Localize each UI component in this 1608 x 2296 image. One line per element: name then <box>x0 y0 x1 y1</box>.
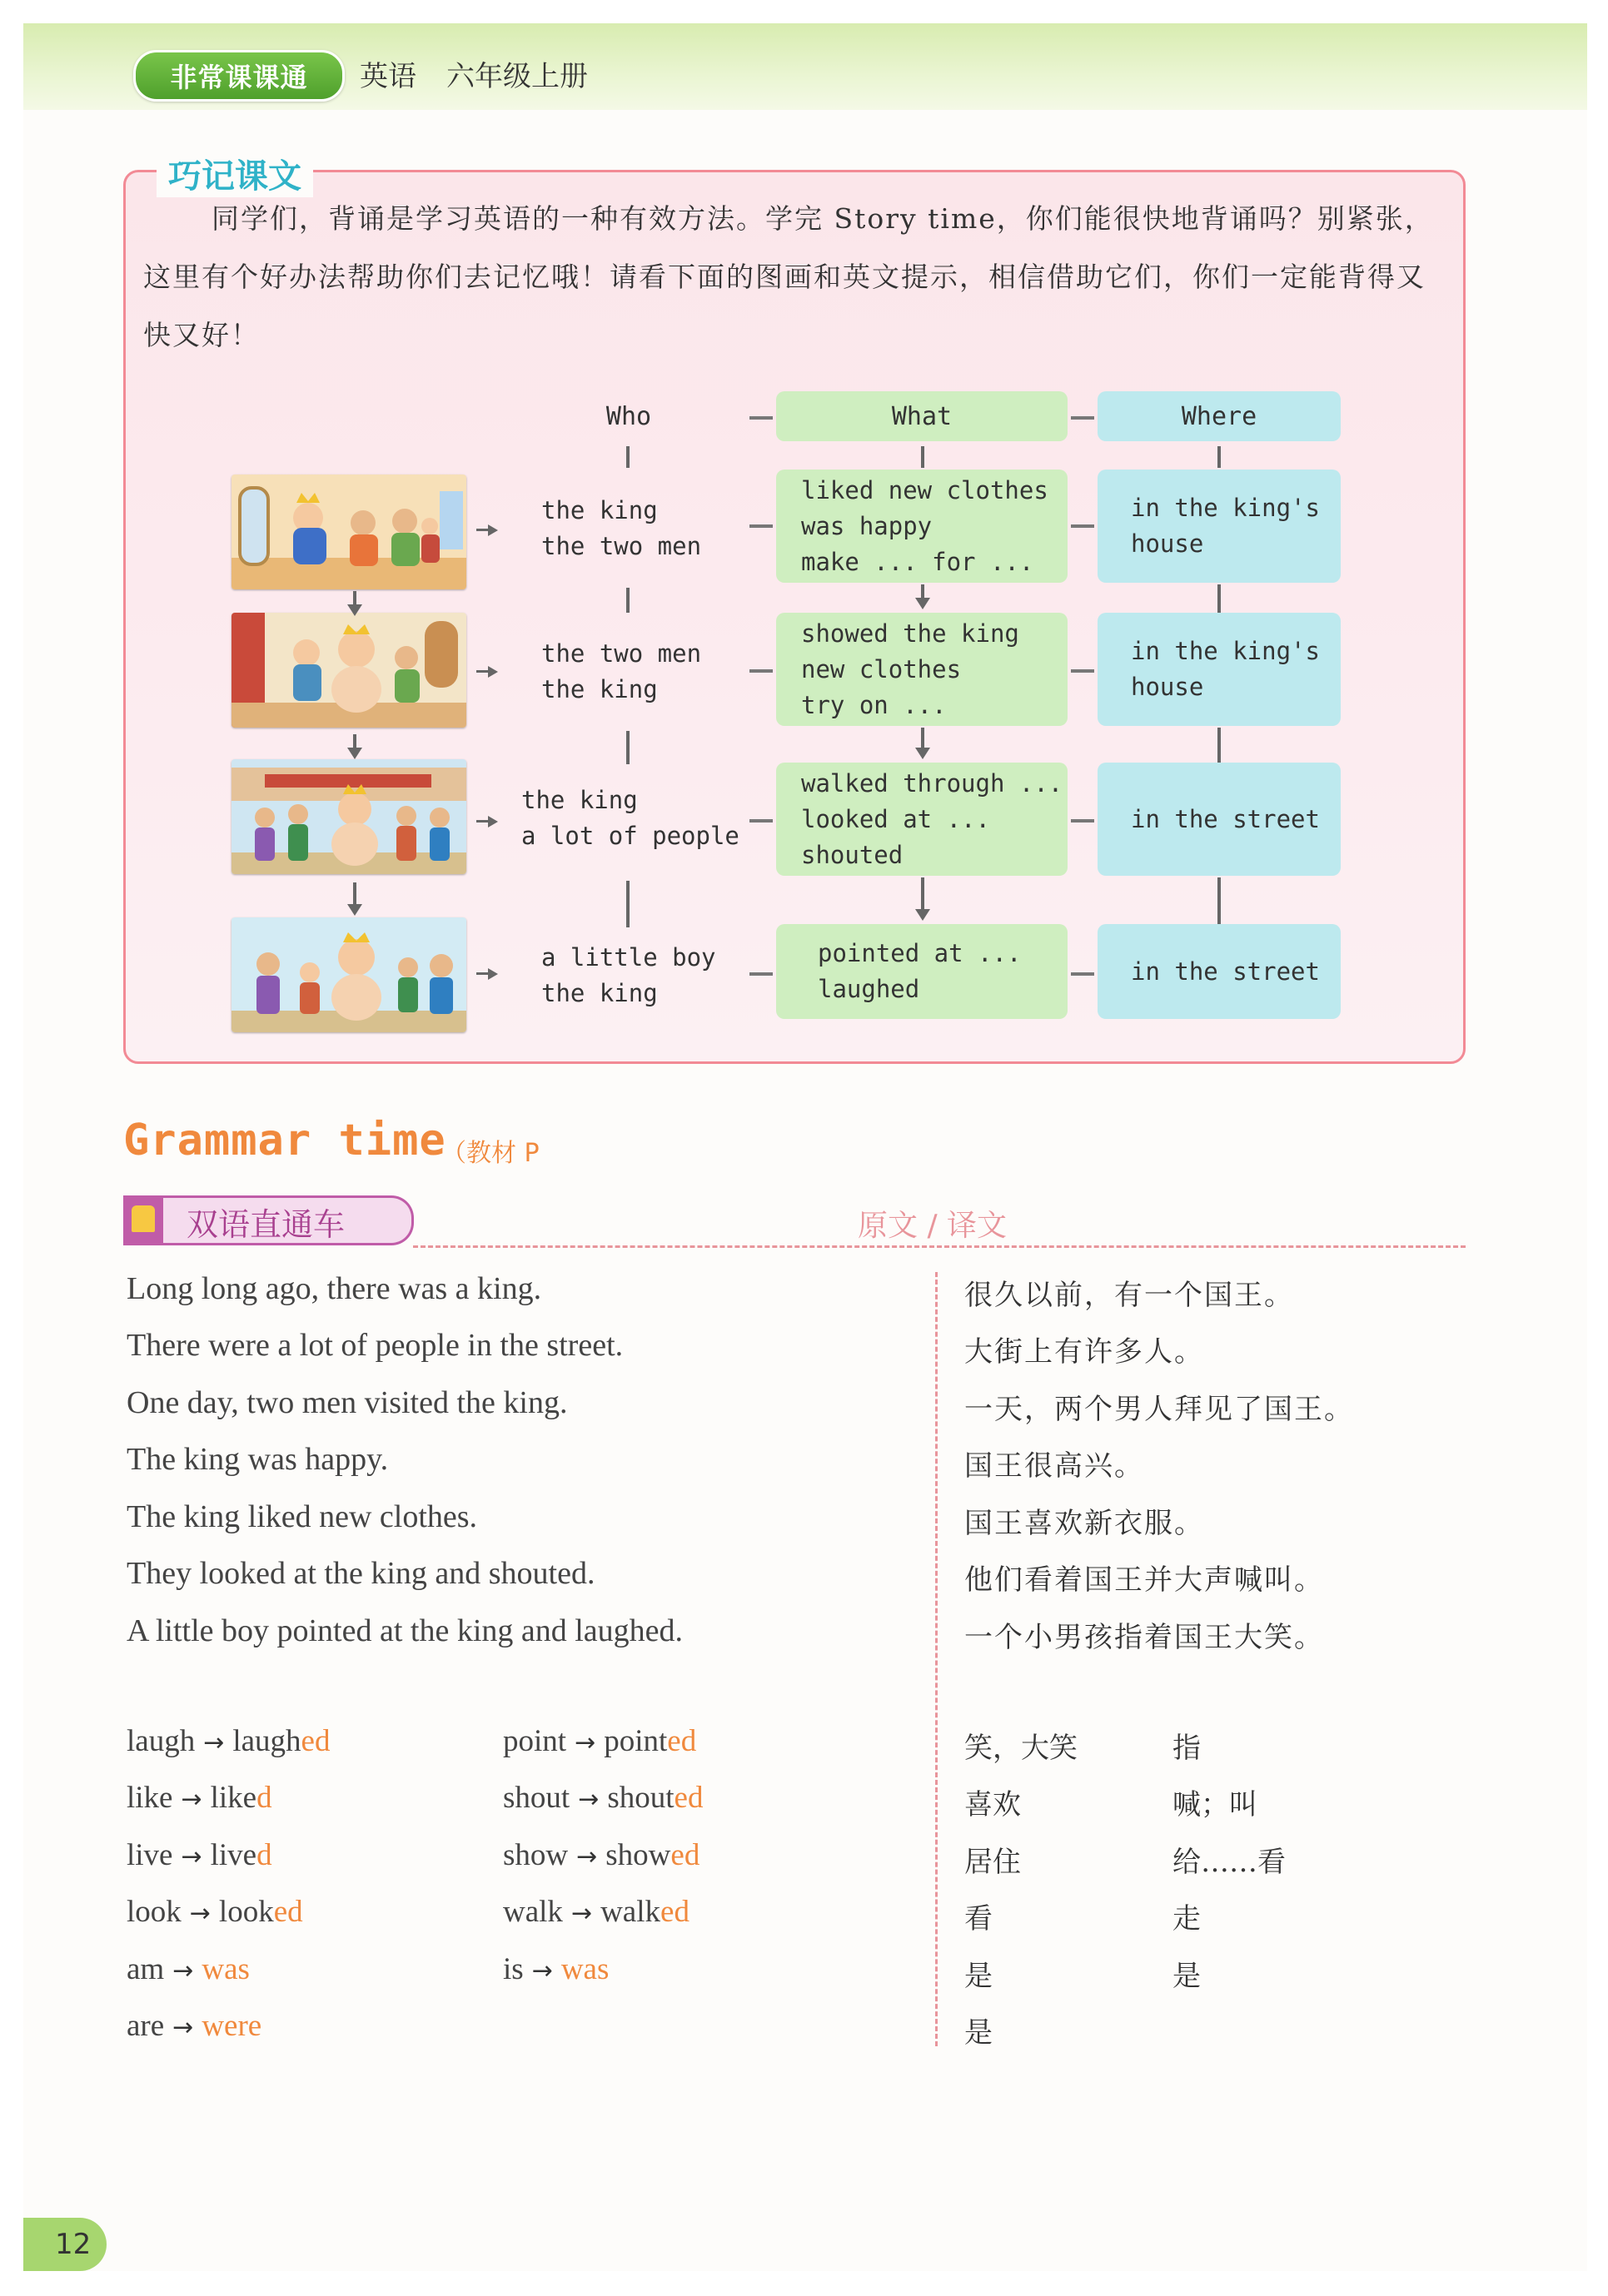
chinese-translation: 一个小男孩指着国王大笑。 <box>964 1621 1324 1654</box>
verb-base: walk <box>503 1895 563 1929</box>
verb-stem: look <box>218 1895 274 1929</box>
what-cell-3 <box>776 763 1068 876</box>
arrow-right-icon <box>488 968 498 980</box>
verb-base: point <box>503 1724 567 1758</box>
verb-base: live <box>127 1838 173 1872</box>
verb-base: look <box>127 1895 182 1929</box>
what-text: showed the king <box>801 619 1019 648</box>
verb-suffix: ed <box>301 1724 331 1758</box>
who-text: the two men <box>541 639 702 668</box>
arrow <box>476 670 488 673</box>
connector <box>1217 728 1221 763</box>
who-cell-4 <box>541 934 758 1017</box>
verb-stem: walk <box>600 1895 661 1929</box>
verb-translation: 给……看 <box>1172 1846 1286 1879</box>
what-text: make ... for ... <box>801 547 1034 576</box>
where-text: in the street <box>1131 804 1320 833</box>
connector <box>1071 524 1094 528</box>
arrow <box>476 529 488 531</box>
who-text: the king <box>541 496 658 524</box>
subject-label: 英语 <box>360 60 416 93</box>
arrow-right-icon: → <box>181 1842 202 1871</box>
who-cell-2 <box>541 626 758 718</box>
verb-base: am <box>127 1952 165 1986</box>
arrow-right-icon: → <box>576 1842 598 1871</box>
verb-translation: 看 <box>964 1902 993 1936</box>
verb-base: shout <box>503 1781 570 1815</box>
series-badge <box>133 50 345 102</box>
chinese-translation: 大街上有许多人。 <box>964 1335 1204 1369</box>
what-cell-2 <box>776 613 1068 726</box>
verb-pair <box>503 1780 703 1816</box>
english-sentence: The king was happy. <box>127 1442 389 1477</box>
column-header-what: What <box>776 391 1068 441</box>
chinese-translation: 国王很高兴。 <box>964 1449 1144 1483</box>
series-name: 非常课课通 <box>170 62 308 93</box>
english-sentence: There were a lot of people in the street. <box>127 1328 624 1363</box>
textbook-reference: （教材 P <box>441 1139 540 1168</box>
story-picture-2 <box>231 613 466 728</box>
what-text: pointed at ... <box>818 939 1022 967</box>
who-text: a little boy <box>541 943 716 972</box>
arrow-right-icon: → <box>189 1899 211 1928</box>
story-picture-1 <box>231 475 466 589</box>
verb-translation: 走 <box>1172 1902 1201 1936</box>
english-sentence: Long long ago, there was a king. <box>127 1271 542 1306</box>
verb-translation: 是 <box>964 1960 993 1993</box>
arrow-right-icon: → <box>172 1956 194 1985</box>
connector <box>1217 584 1221 613</box>
verb-stem: point <box>604 1724 668 1758</box>
who-text: the king <box>541 979 658 1007</box>
verb-suffix: was <box>202 1952 250 1986</box>
verb-translation: 居住 <box>964 1846 1021 1879</box>
verb-suffix: ed <box>273 1895 303 1929</box>
verb-stem: shout <box>607 1781 675 1815</box>
verb-suffix: ed <box>670 1838 700 1872</box>
what-text: liked new clothes <box>801 475 1048 504</box>
connector <box>921 446 924 468</box>
what-text: try on ... <box>801 690 947 719</box>
arrow-right-icon: → <box>172 2013 194 2042</box>
connector <box>1217 446 1221 468</box>
connector <box>749 669 773 673</box>
connector <box>1071 819 1094 822</box>
verb-pair <box>127 1723 330 1759</box>
what-text: shouted <box>801 840 904 869</box>
arrow-right-icon <box>488 666 498 678</box>
what-text: new clothes <box>801 654 962 683</box>
verb-translation: 喜欢 <box>964 1788 1021 1821</box>
chinese-translation: 很久以前，有一个国王。 <box>964 1279 1294 1312</box>
verb-base: like <box>127 1781 173 1815</box>
verb-base: show <box>503 1838 569 1872</box>
who-text: the king <box>541 675 658 703</box>
verb-base: laugh <box>127 1724 196 1758</box>
what-text: looked at ... <box>801 804 990 833</box>
connector <box>1071 972 1094 976</box>
verb-translation: 指 <box>1172 1732 1201 1765</box>
arrow-down-icon <box>347 604 362 616</box>
train-icon <box>123 1195 163 1243</box>
where-cell-3 <box>1098 763 1341 876</box>
arrow-down-icon <box>915 748 930 759</box>
what-text: was happy <box>801 511 933 540</box>
verb-stem: like <box>210 1781 257 1815</box>
english-sentence: They looked at the king and shouted. <box>127 1556 595 1591</box>
verb-pair <box>503 1894 689 1930</box>
where-cell-4 <box>1098 924 1341 1019</box>
where-text: house <box>1131 673 1204 701</box>
connector <box>749 972 773 976</box>
connector <box>1071 669 1094 673</box>
verb-pair <box>503 1951 609 1987</box>
who-text: a lot of people <box>521 822 739 850</box>
column-divider <box>935 1272 938 2046</box>
arrow-right-icon: → <box>203 1728 225 1757</box>
arrow-right-icon: → <box>181 1785 202 1814</box>
arrow-down-icon <box>347 904 362 916</box>
arrow-right-icon: → <box>531 1956 553 1985</box>
chinese-translation: 他们看着国王并大声喊叫。 <box>964 1563 1324 1597</box>
verb-suffix: d <box>256 1838 272 1872</box>
story-picture-3 <box>231 759 466 874</box>
grammar-title: Grammar time <box>123 1116 446 1165</box>
verb-suffix: d <box>256 1781 272 1815</box>
verb-translation: 是 <box>1172 1960 1201 1993</box>
divider <box>413 1245 1466 1248</box>
who-cell-1 <box>541 483 758 574</box>
connector <box>353 882 356 906</box>
verb-suffix: ed <box>674 1781 704 1815</box>
arrow-right-icon: → <box>575 1728 596 1757</box>
who-text: the two men <box>541 532 702 560</box>
who-text: the king <box>521 786 638 814</box>
verb-stem: show <box>605 1838 671 1872</box>
original-translation-label: 原文 / 译文 <box>858 1209 1008 1243</box>
arrow-down-icon <box>347 748 362 759</box>
connector <box>626 446 630 468</box>
verb-pair <box>127 1951 250 1987</box>
connector <box>921 877 924 911</box>
what-text: laughed <box>818 975 920 1003</box>
where-text: in the king's <box>1131 637 1320 665</box>
column-header-where: Where <box>1098 391 1341 441</box>
connector <box>1217 877 1221 924</box>
what-cell-4 <box>776 924 1068 1019</box>
verb-pair <box>503 1837 699 1873</box>
chinese-translation: 一天，两个男人拜见了国王。 <box>964 1393 1354 1426</box>
column-header-who: Who <box>605 401 652 431</box>
story-picture-4 <box>231 917 466 1032</box>
english-sentence: One day, two men visited the king. <box>127 1385 568 1420</box>
where-cell-1 <box>1098 470 1341 583</box>
who-cell-3 <box>521 773 763 864</box>
connector <box>921 728 924 749</box>
english-sentence: The king liked new clothes. <box>127 1499 478 1534</box>
verb-pair <box>127 1837 272 1873</box>
connector <box>626 881 630 927</box>
english-sentence: A little boy pointed at the king and laughed. <box>127 1613 684 1648</box>
verb-translation: 喊；叫 <box>1172 1788 1257 1821</box>
arrow-right-icon: → <box>578 1785 600 1814</box>
recite-intro: 同学们，背诵是学习英语的一种有效方法。学完 Story time，你们能很快地背诵吗？别紧张，这里有个好办法帮助你们去记忆哦！请看下面的图画和英文提示，相信借助它们，你们一定能背得又快又好！ <box>143 202 1434 351</box>
connector <box>749 819 773 822</box>
connector <box>749 524 773 528</box>
bilingual-label: 双语直通车 <box>187 1206 346 1243</box>
arrow-down-icon <box>915 598 930 609</box>
where-text: in the king's <box>1131 494 1320 522</box>
verb-base: is <box>503 1952 524 1986</box>
arrow <box>476 820 488 822</box>
what-text: walked through ... <box>801 768 1063 798</box>
where-text: in the street <box>1131 957 1320 986</box>
verb-pair <box>127 1894 303 1930</box>
chinese-translation: 国王喜欢新衣服。 <box>964 1507 1204 1540</box>
verb-pair <box>127 1780 272 1816</box>
verb-pair <box>127 2008 261 2044</box>
where-cell-2 <box>1098 613 1341 726</box>
grade-label: 六年级上册 <box>446 60 588 93</box>
connector <box>626 588 630 613</box>
arrow-right-icon <box>488 524 498 536</box>
what-cell-1 <box>776 470 1068 583</box>
arrow-right-icon <box>488 816 498 827</box>
arrow <box>476 972 488 975</box>
verb-translation: 笑，大笑 <box>964 1732 1078 1765</box>
verb-suffix: ed <box>667 1724 697 1758</box>
arrow-down-icon <box>915 909 930 921</box>
verb-pair <box>503 1723 696 1759</box>
verb-stem: laugh <box>232 1724 301 1758</box>
recite-title: 巧记课文 <box>157 150 313 197</box>
verb-base: are <box>127 2009 165 2043</box>
page-number: 12 <box>55 2228 92 2261</box>
where-text: house <box>1131 529 1204 558</box>
verb-suffix: was <box>560 1952 610 1986</box>
verb-stem: live <box>210 1838 257 1872</box>
arrow-right-icon: → <box>570 1899 593 1928</box>
verb-suffix: ed <box>660 1895 689 1929</box>
connector <box>749 416 773 420</box>
connector <box>626 731 630 764</box>
verb-translation: 是 <box>964 2016 993 2050</box>
verb-suffix: were <box>202 2009 262 2043</box>
connector <box>1071 416 1094 420</box>
